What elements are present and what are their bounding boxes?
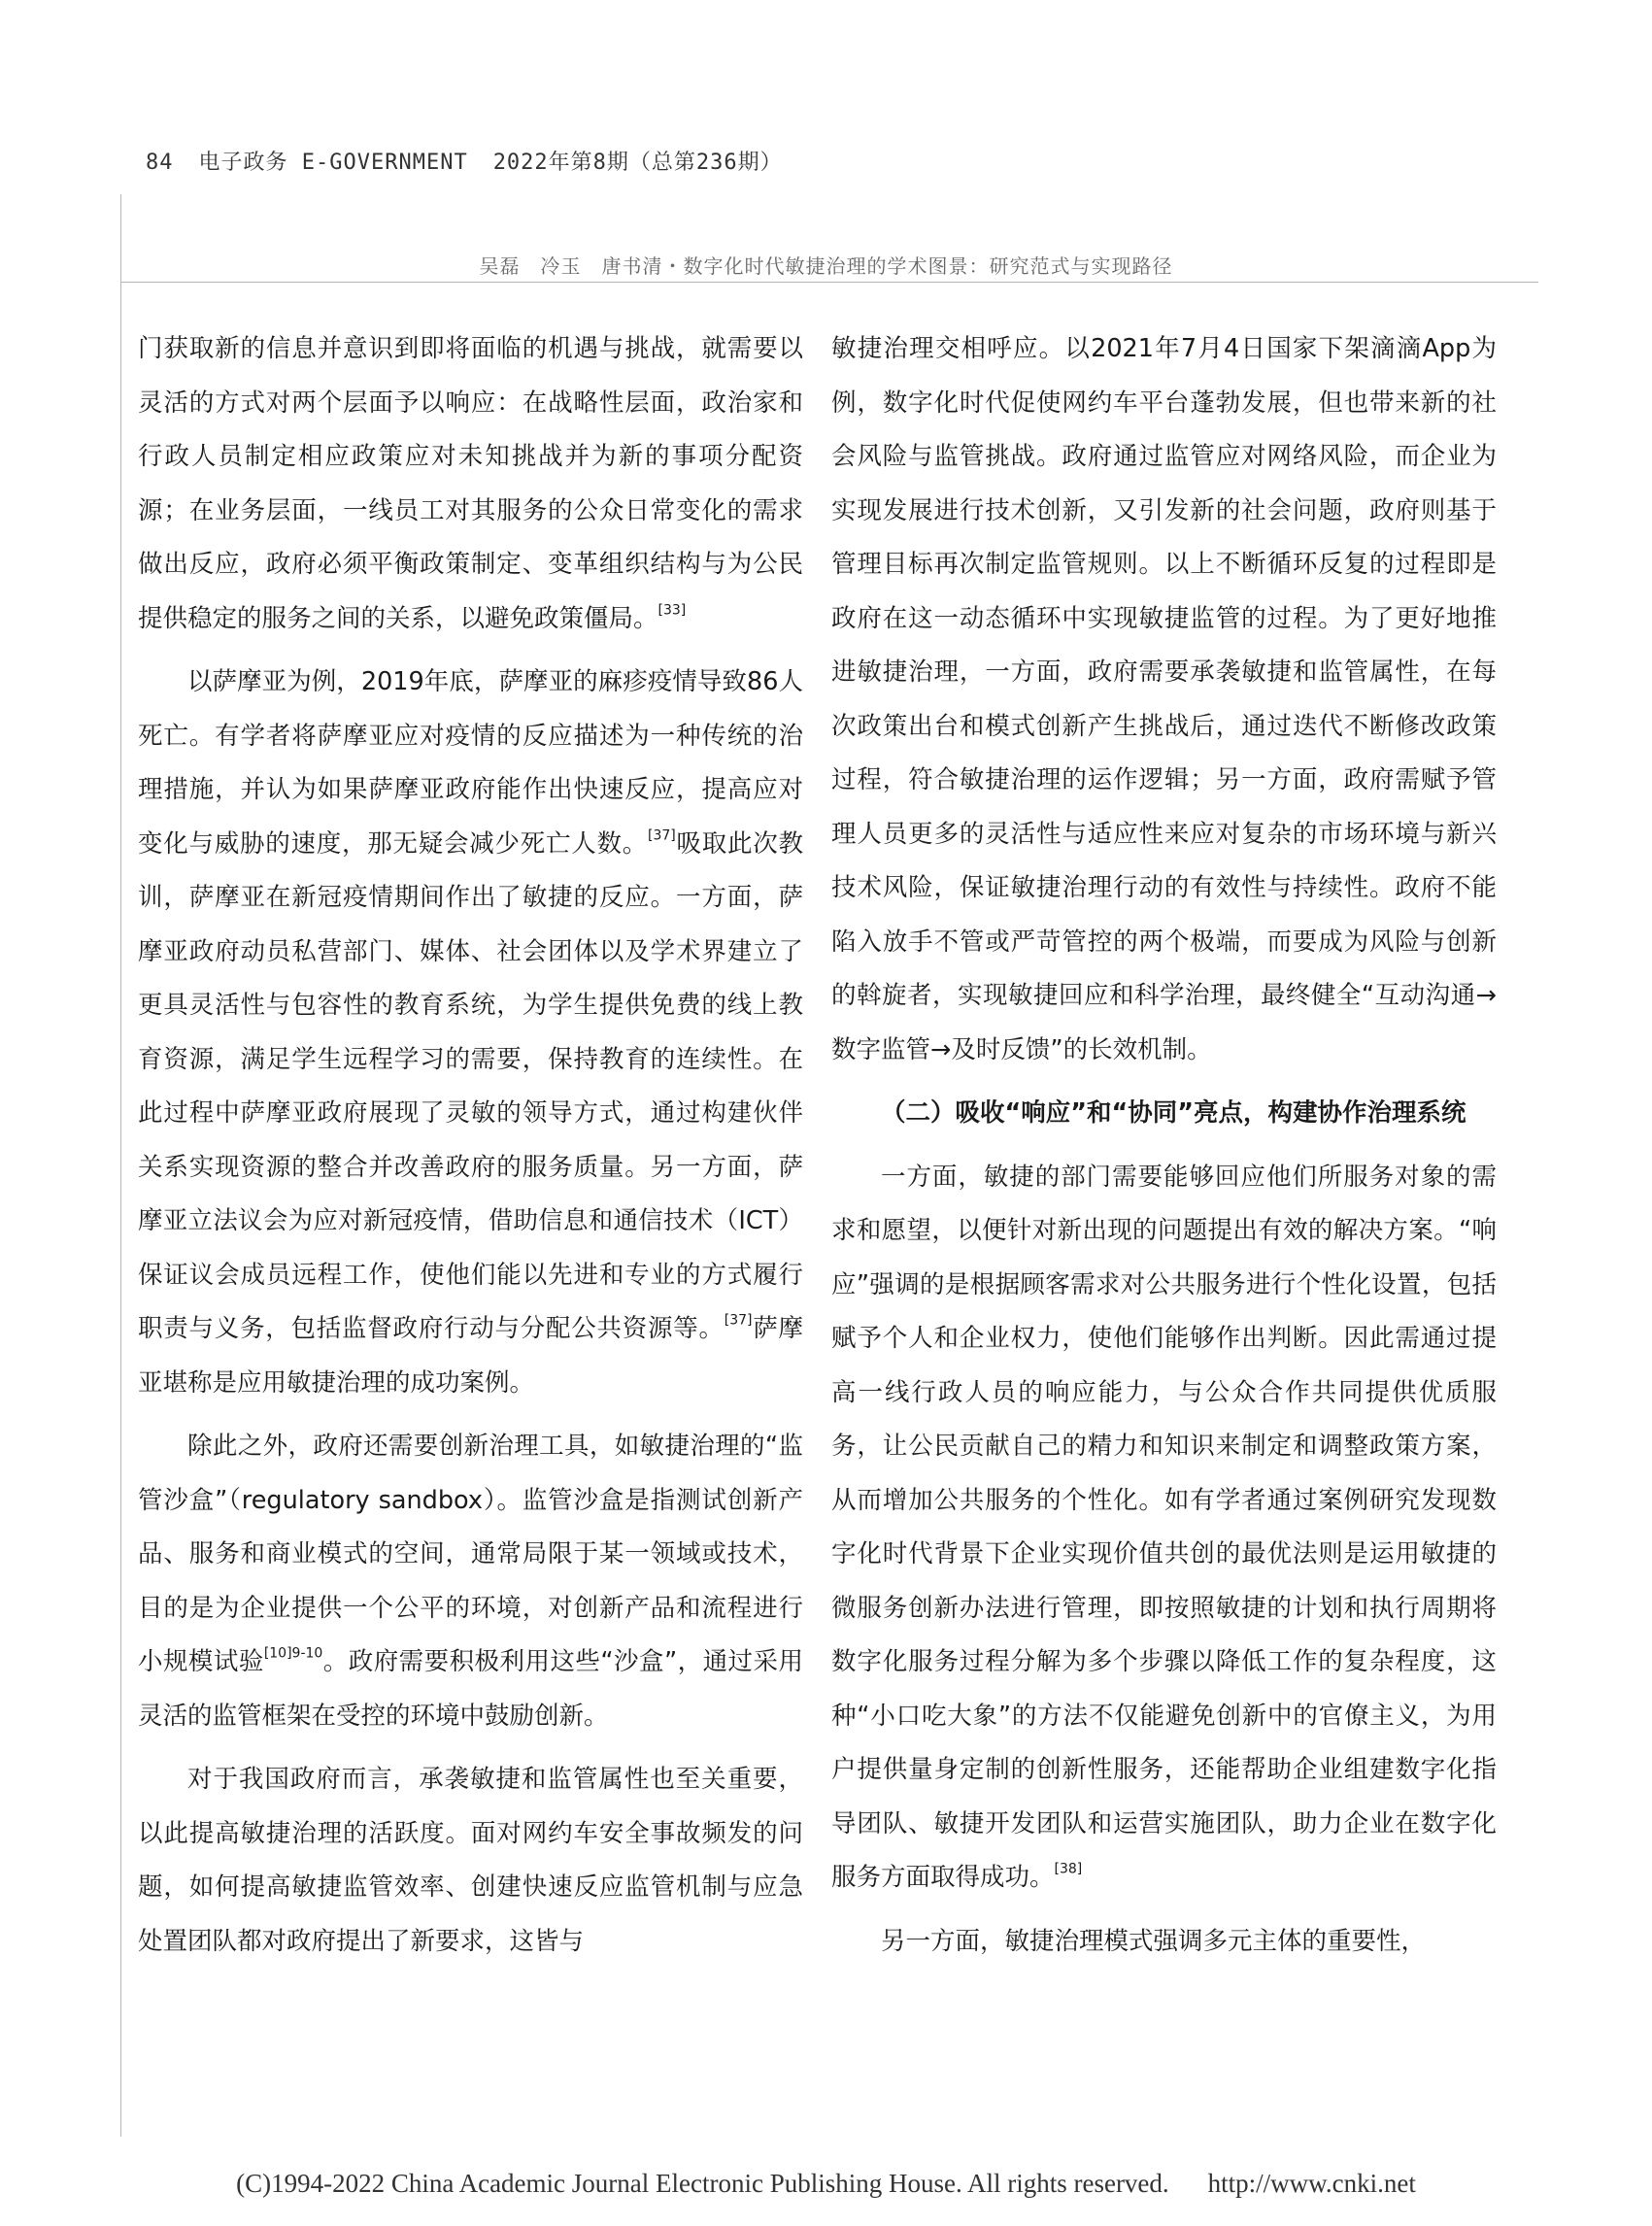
cnki-url: http://www.cnki.net bbox=[1207, 2169, 1416, 2198]
paragraph: 敏捷治理交相呼应。以2021年7月4日国家下架滴滴App为例，数字化时代促使网约车平台蓬勃发展，但也带来新的社会风险与监管挑战。政府通过监管应对网络风险，而企业为实现发展进行技术创新，又引发新的社会问题，政府则基于管理目标再次制定监管规则。以上不断循环反复的过程即是政府在这一动态循环中实现敏捷监管的过程。为了更好地推进敏捷治理，一方面，政府需要承袭敏捷和监管属性，在每次政策出台和模式创新产生挑战后，通过迭代不断修改政策过程，符合敏捷治理的运作逻辑；另一方面，政府需赋予管理人员更多的灵活性与适应性来应对复杂的市场环境与新兴技术风险，保证敏捷治理行动的有效性与持续性。政府不能陷入放手不管或严苛管控的两个极端，而要成为风险与创新的斡旋者，实现敏捷回应和科学治理，最终健全“互动沟通→数字监管→及时反馈”的长效机制。 bbox=[831, 334, 1497, 1064]
section-heading: （二）吸收“响应”和“协同”亮点，构建协作治理系统 bbox=[881, 1098, 1467, 1128]
header-rule bbox=[120, 282, 1538, 283]
paragraph: 门获取新的信息并意识到即将面临的机遇与挑战，就需要以灵活的方式对两个层面予以响应：在战略性层面，政治家和行政人员制定相应政策应对未知挑战并为新的事项分配资源；在业务层面，一线员工对其服务的公众日常变化的需求做出反应，政府必须平衡政策制定、变革组织结构与为公民提供稳定的服务之间的关系，以避免政策僵局。[33] bbox=[138, 334, 803, 633]
left-column bbox=[138, 322, 803, 1978]
citation: [38] bbox=[1054, 1861, 1083, 1877]
issue-info: 2022年第8期（总第236期） bbox=[492, 151, 783, 175]
paragraph: 对于我国政府而言，承袭敏捷和监管属性也至关重要，以此提高敏捷治理的活跃度。面对网约车安全事故频发的问题，如何提高敏捷监管效率、创建快速反应监管机制与应急处置团队都对政府提出了新要求，这皆与 bbox=[138, 1765, 803, 1956]
citation: [37] bbox=[724, 1312, 753, 1329]
citation: [10]9-10 bbox=[263, 1645, 323, 1662]
citation: [33] bbox=[657, 601, 687, 618]
journal-name: 电子政务 E-GOVERNMENT bbox=[198, 151, 468, 175]
right-column bbox=[831, 322, 1497, 1978]
page-number: 84 bbox=[146, 151, 174, 175]
paragraph: 除此之外，政府还需要创新治理工具，如敏捷治理的“监管沙盒”（regulatory sandbox）。监管沙盒是指测试创新产品、服务和商业模式的空间，通常局限于某一领域或技术，目的是为企业提供一个公平的环境，对创新产品和流程进行小规模试验$^{[10]9-10}$。政府需要积极利用这些“沙盒”，通过采用灵活的监管框架在受控的环境中鼓励创新。 bbox=[138, 1432, 803, 1731]
paragraph: 以萨摩亚为例，2019年底，萨摩亚的麻疹疫情导致86人死亡。有学者将萨摩亚应对疫情的反应描述为一种传统的治理措施，并认为如果萨摩亚政府能作出快速反应，提高应对变化与威胁的速度，那无疑会减少死亡人数。[37]吸取此次教训，萨摩亚在新冠疫情期间作出了敏捷的反应。一方面，萨摩亚政府动员私营部门、媒体、社会团体以及学术界建立了更具灵活性与包容性的教育系统，为学生提供免费的线上教育资源，满足学生远程学习的需要，保持教育的连续性。在此过程中萨摩亚政府展现了灵敏的领导方式，通过构建伙伴关系实现资源的整合并改善政府的服务质量。另一方面，萨摩亚立法议会为应对新冠疫情，借助信息和通信技术（ICT）保证议会成员远程工作，使他们能以先进和专业的方式履行职责与义务，包括监督政府行动与分配公共资源等。[37]萨摩亚堪称是应用敏捷治理的成功案例。 bbox=[138, 667, 803, 1398]
citation: [37] bbox=[647, 826, 676, 843]
page-header bbox=[146, 146, 808, 176]
copyright-text: (C)1994-2022 China Academic Journal Electronic Publishing House. All rights reserved. bbox=[236, 2169, 1169, 2198]
running-title: 吴磊 冷玉 唐书清・数字化时代敏捷治理的学术图景：研究范式与实现路径 bbox=[479, 254, 1173, 278]
left-margin-rule bbox=[120, 194, 121, 2137]
copyright-footer bbox=[0, 2169, 1652, 2199]
paragraph: 一方面，敏捷的部门需要能够回应他们所服务对象的需求和愿望，以便针对新出现的问题提出有效的解决方案。“响应”强调的是根据顾客需求对公共服务进行个性化设置，包括赋予个人和企业权力，使他们能够作出判断。因此需通过提高一线行政人员的响应能力，与公众合作共同提供优质服务，让公民贡献自己的精力和知识来制定和调整政策方案，从而增加公共服务的个性化。如有学者通过案例研究发现数字化时代背景下企业实现价值共创的最优法则是运用敏捷的微服务创新办法进行管理，即按照敏捷的计划和执行周期将数字化服务过程分解为多个步骤以降低工作的复杂程度，这种“小口吃大象”的方法不仅能避免创新中的官僚主义，为用户提供量身定制的创新性服务，还能帮助企业组建数字化指导团队、敏捷开发团队和运营实施团队，助力企业在数字化服务方面取得成功。[38] bbox=[831, 1162, 1497, 1892]
paragraph: 另一方面，敏捷治理模式强调多元主体的重要性， bbox=[881, 1926, 1427, 1956]
